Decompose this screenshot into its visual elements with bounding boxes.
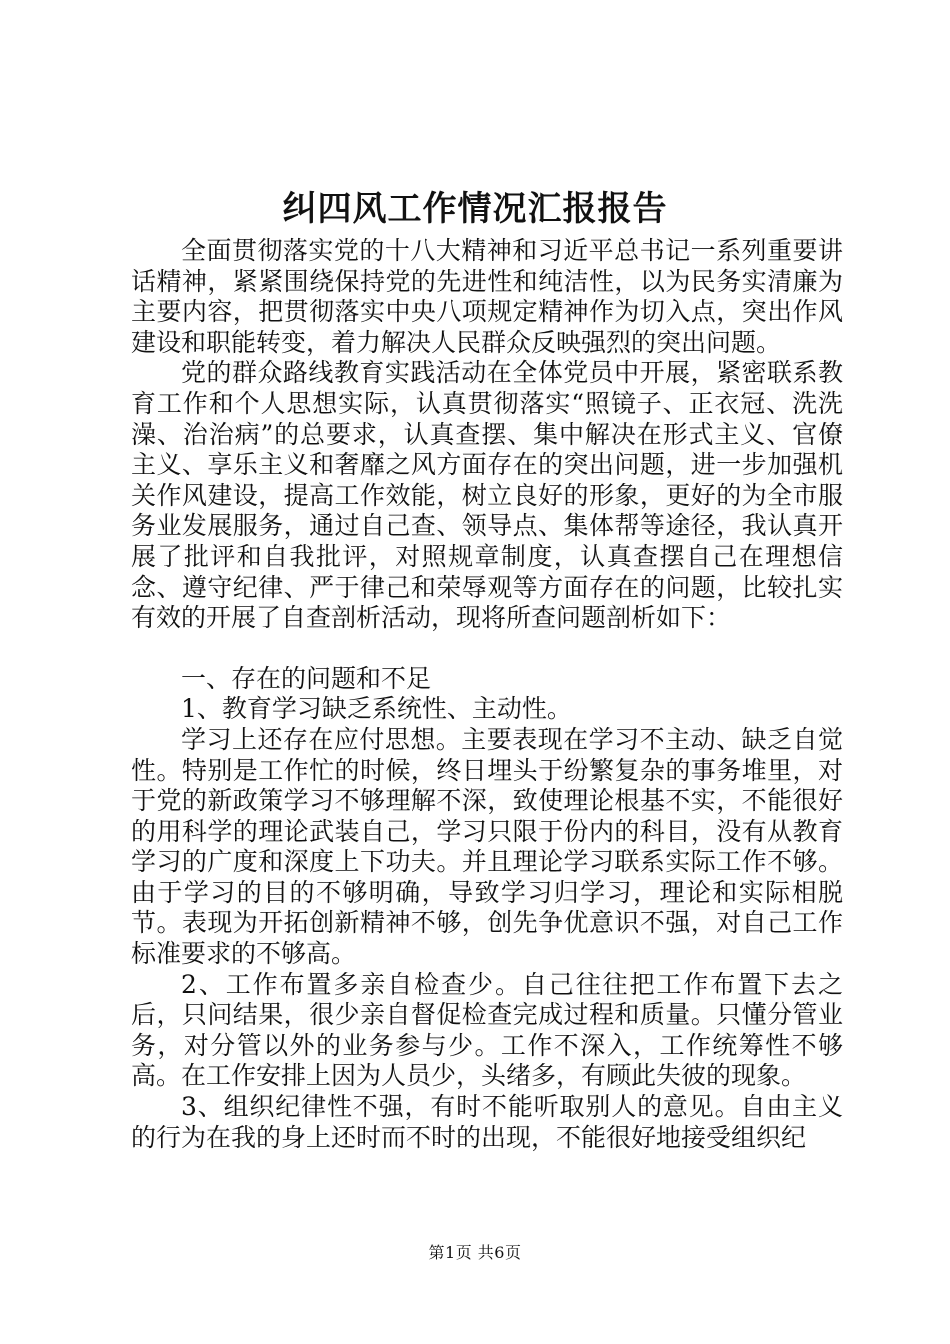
section-heading: 一、存在的问题和不足 <box>181 663 432 693</box>
discipline-issue-paragraph: 3、组织纪律性不强，有时不能听取别人的意见。自由主义的行为在我的身上还时而不时的出现，不能很好地接受组织纪 <box>131 1092 843 1152</box>
study-issue-paragraph: 学习上还存在应付思想。主要表现在学习不主动、缺乏自觉性。特别是工作忙的时候，终日埋头于纷繁复杂的事务堆里，对于党的新政策学习不够理解不深，致使理论根基不实，不能很好的用科学的理论武装自己，学习只限于份内的科目，没有从教育学习的广度和深度上下功夫。并且理论学习联系实际工作不够。由于学习的目的不够明确，导致学习归学习，理论和实际相脱节。表现为开拓创新精神不够，创先争优意识不强，对自己工作标准要求的不够高。 <box>131 724 843 969</box>
background-paragraph: 党的群众路线教育实践活动在全体党员中开展，紧密联系教育工作和个人思想实际，认真贯彻落实“照镜子、正衣冠、洗洗澡、治治病”的总要求，认真查摆、集中解决在形式主义、官僚主义、享乐主义和奢靡之风方面存在的突出问题，进一步加强机关作风建设，提高工作效能，树立良好的形象，更好的为全市服务业发展服务，通过自己查、领导点、集体帮等途径，我认真开展了批评和自我批评，对照规章制度，认真查摆自己在理想信念、遵守纪律、严于律己和荣辱观等方面存在的问题，比较扎实有效的开展了自查剖析活动，现将所查问题剖析如下： <box>131 358 843 633</box>
subsection-heading: 1、教育学习缺乏系统性、主动性。 <box>181 694 572 724</box>
document-title: 纠四风工作情况汇报报告 <box>282 189 668 229</box>
intro-paragraph: 全面贯彻落实党的十八大精神和习近平总书记一系列重要讲话精神，紧紧围绕保持党的先进性和纯洁性，以为民务实清廉为主要内容，把贯彻落实中央八项规定精神作为切入点，突出作风建设和职能转变，着力解决人民群众反映强烈的突出问题。 <box>131 236 843 357</box>
work-issue-paragraph: 2、工作布置多亲自检查少。自己往往把工作布置下去之后，只问结果，很少亲自督促检查完成过程和质量。只懂分管业务，对分管以外的业务参与少。工作不深入，工作统筹性不够高。在工作安排上因为人员少，头绪多，有顾此失彼的现象。 <box>131 969 843 1091</box>
paragraph-spacer <box>131 634 843 664</box>
page-footer: 第1页 共6页 <box>428 1243 522 1262</box>
document-body <box>131 236 843 1153</box>
